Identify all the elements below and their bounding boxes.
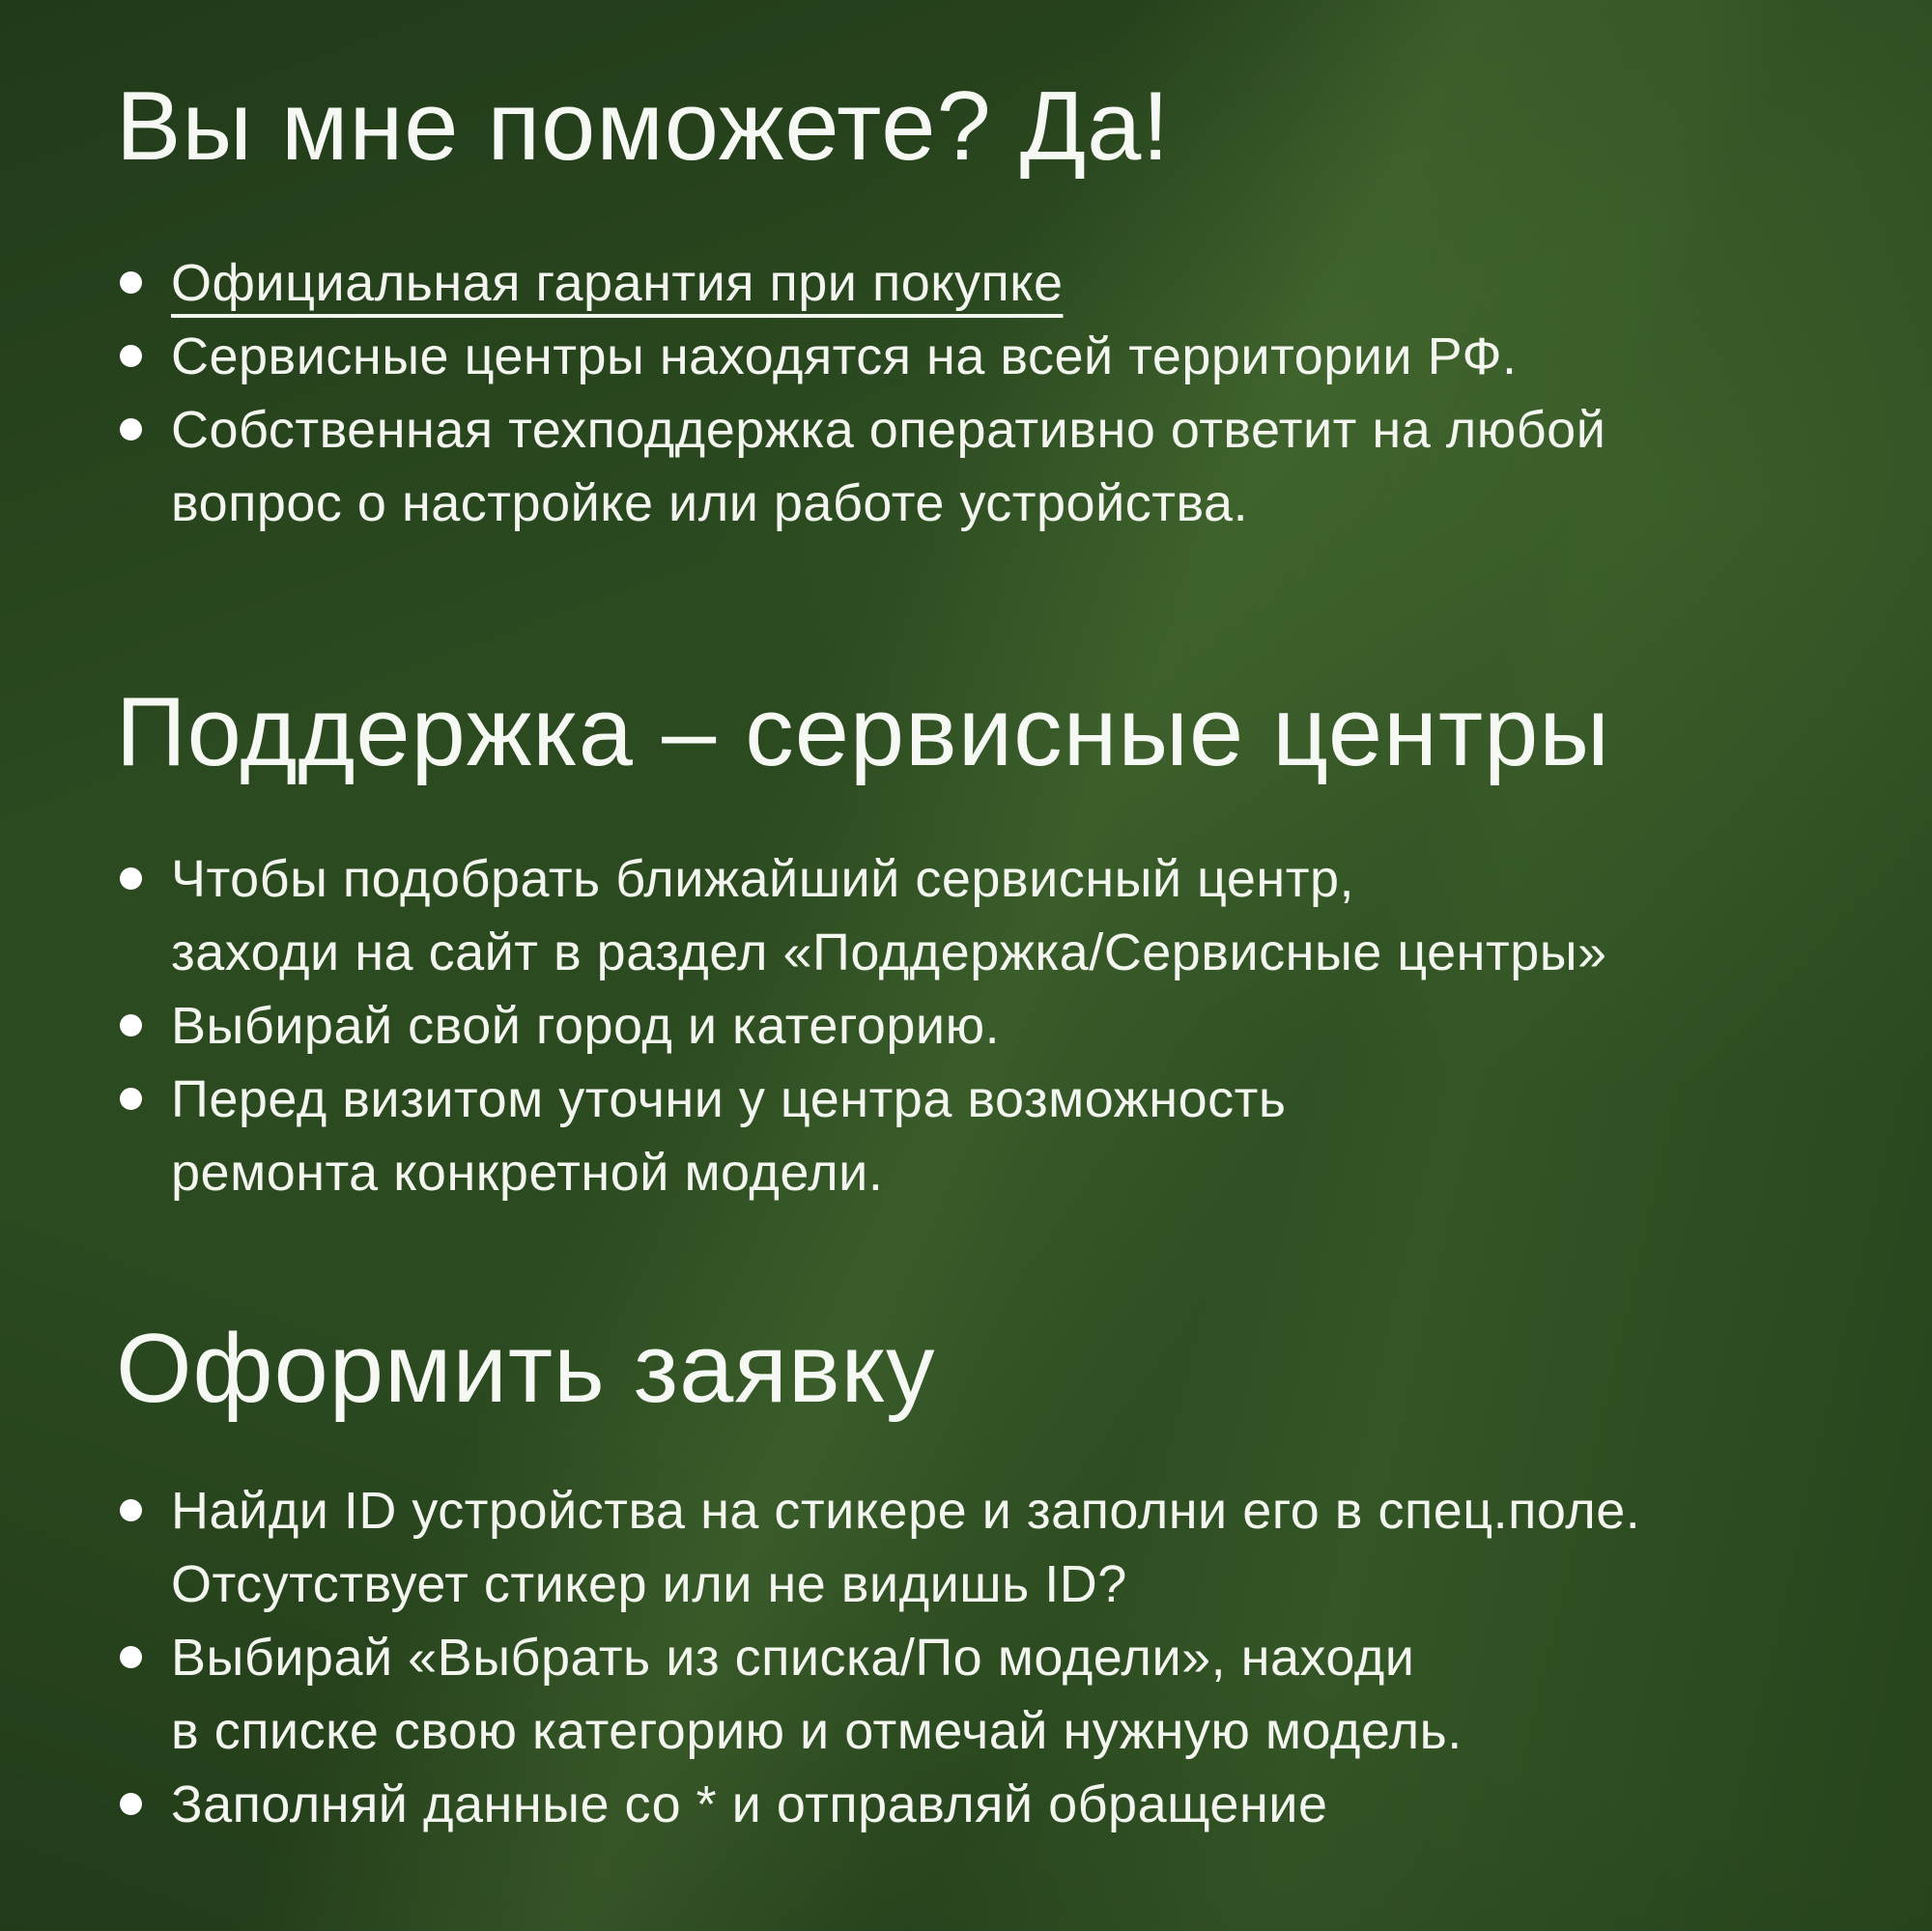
section-request xyxy=(116,1310,1826,1840)
bullet-dot-icon xyxy=(120,418,142,440)
bullet-text: Чтобы подобрать ближайший сервисный центр, xyxy=(171,850,1355,909)
bullet-text: Отсутствует стикер или не видишь ID? xyxy=(171,1554,1127,1613)
bullet-list-request xyxy=(116,1474,1826,1841)
bullet-dot-icon xyxy=(120,1793,142,1815)
section-heading: Поддержка – сервисные центры xyxy=(116,678,1610,787)
list-item xyxy=(116,1474,1826,1621)
bullet-text: Выбирай свой город и категорию. xyxy=(171,997,1001,1056)
bullet-text: ремонта конкретной модели. xyxy=(171,1144,884,1203)
section-help xyxy=(116,68,1826,540)
bullet-text: заходи на сайт в раздел «Поддержка/Сервисные центры» xyxy=(171,923,1607,982)
bullet-list-service xyxy=(116,842,1826,1209)
bullet-text: Собственная техподдержка оперативно ответит на любой xyxy=(171,401,1606,460)
list-item xyxy=(116,1063,1826,1209)
list-item xyxy=(116,320,1826,393)
bullet-text: Найди ID устройства на стикере и заполни его в спец.поле. xyxy=(171,1481,1641,1540)
bullet-text: Выбирай «Выбрать из списка/По модели», находи xyxy=(171,1628,1415,1687)
list-item xyxy=(116,393,1826,540)
bullet-dot-icon xyxy=(120,1646,142,1668)
page-title: Вы мне поможете? Да! xyxy=(116,72,1171,181)
list-item xyxy=(116,989,1826,1063)
bullet-text: вопрос о настройке или работе устройства. xyxy=(171,474,1249,533)
section-heading: Оформить заявку xyxy=(116,1315,936,1424)
bullet-text: Сервисные центры находятся на всей территории РФ. xyxy=(171,327,1518,386)
bullet-list-help xyxy=(116,246,1826,540)
bullet-dot-icon xyxy=(120,345,142,367)
warranty-link[interactable]: Официальная гарантия при покупке xyxy=(171,254,1064,313)
list-item xyxy=(116,1768,1826,1841)
bullet-text: в списке свою категорию и отмечай нужную модель. xyxy=(171,1701,1463,1760)
bullet-text: Перед визитом уточни у центра возможность xyxy=(171,1070,1287,1129)
section-service-centers xyxy=(116,673,1826,1209)
bullet-dot-icon xyxy=(120,1088,142,1110)
bullet-dot-icon xyxy=(120,1014,142,1036)
list-item xyxy=(116,1621,1826,1768)
bullet-dot-icon xyxy=(120,271,142,294)
bullet-dot-icon xyxy=(120,867,142,890)
bullet-dot-icon xyxy=(120,1499,142,1521)
bullet-text: Заполняй данные со * и отправляй обращение xyxy=(171,1775,1328,1833)
list-item xyxy=(116,842,1826,989)
list-item xyxy=(116,246,1826,320)
